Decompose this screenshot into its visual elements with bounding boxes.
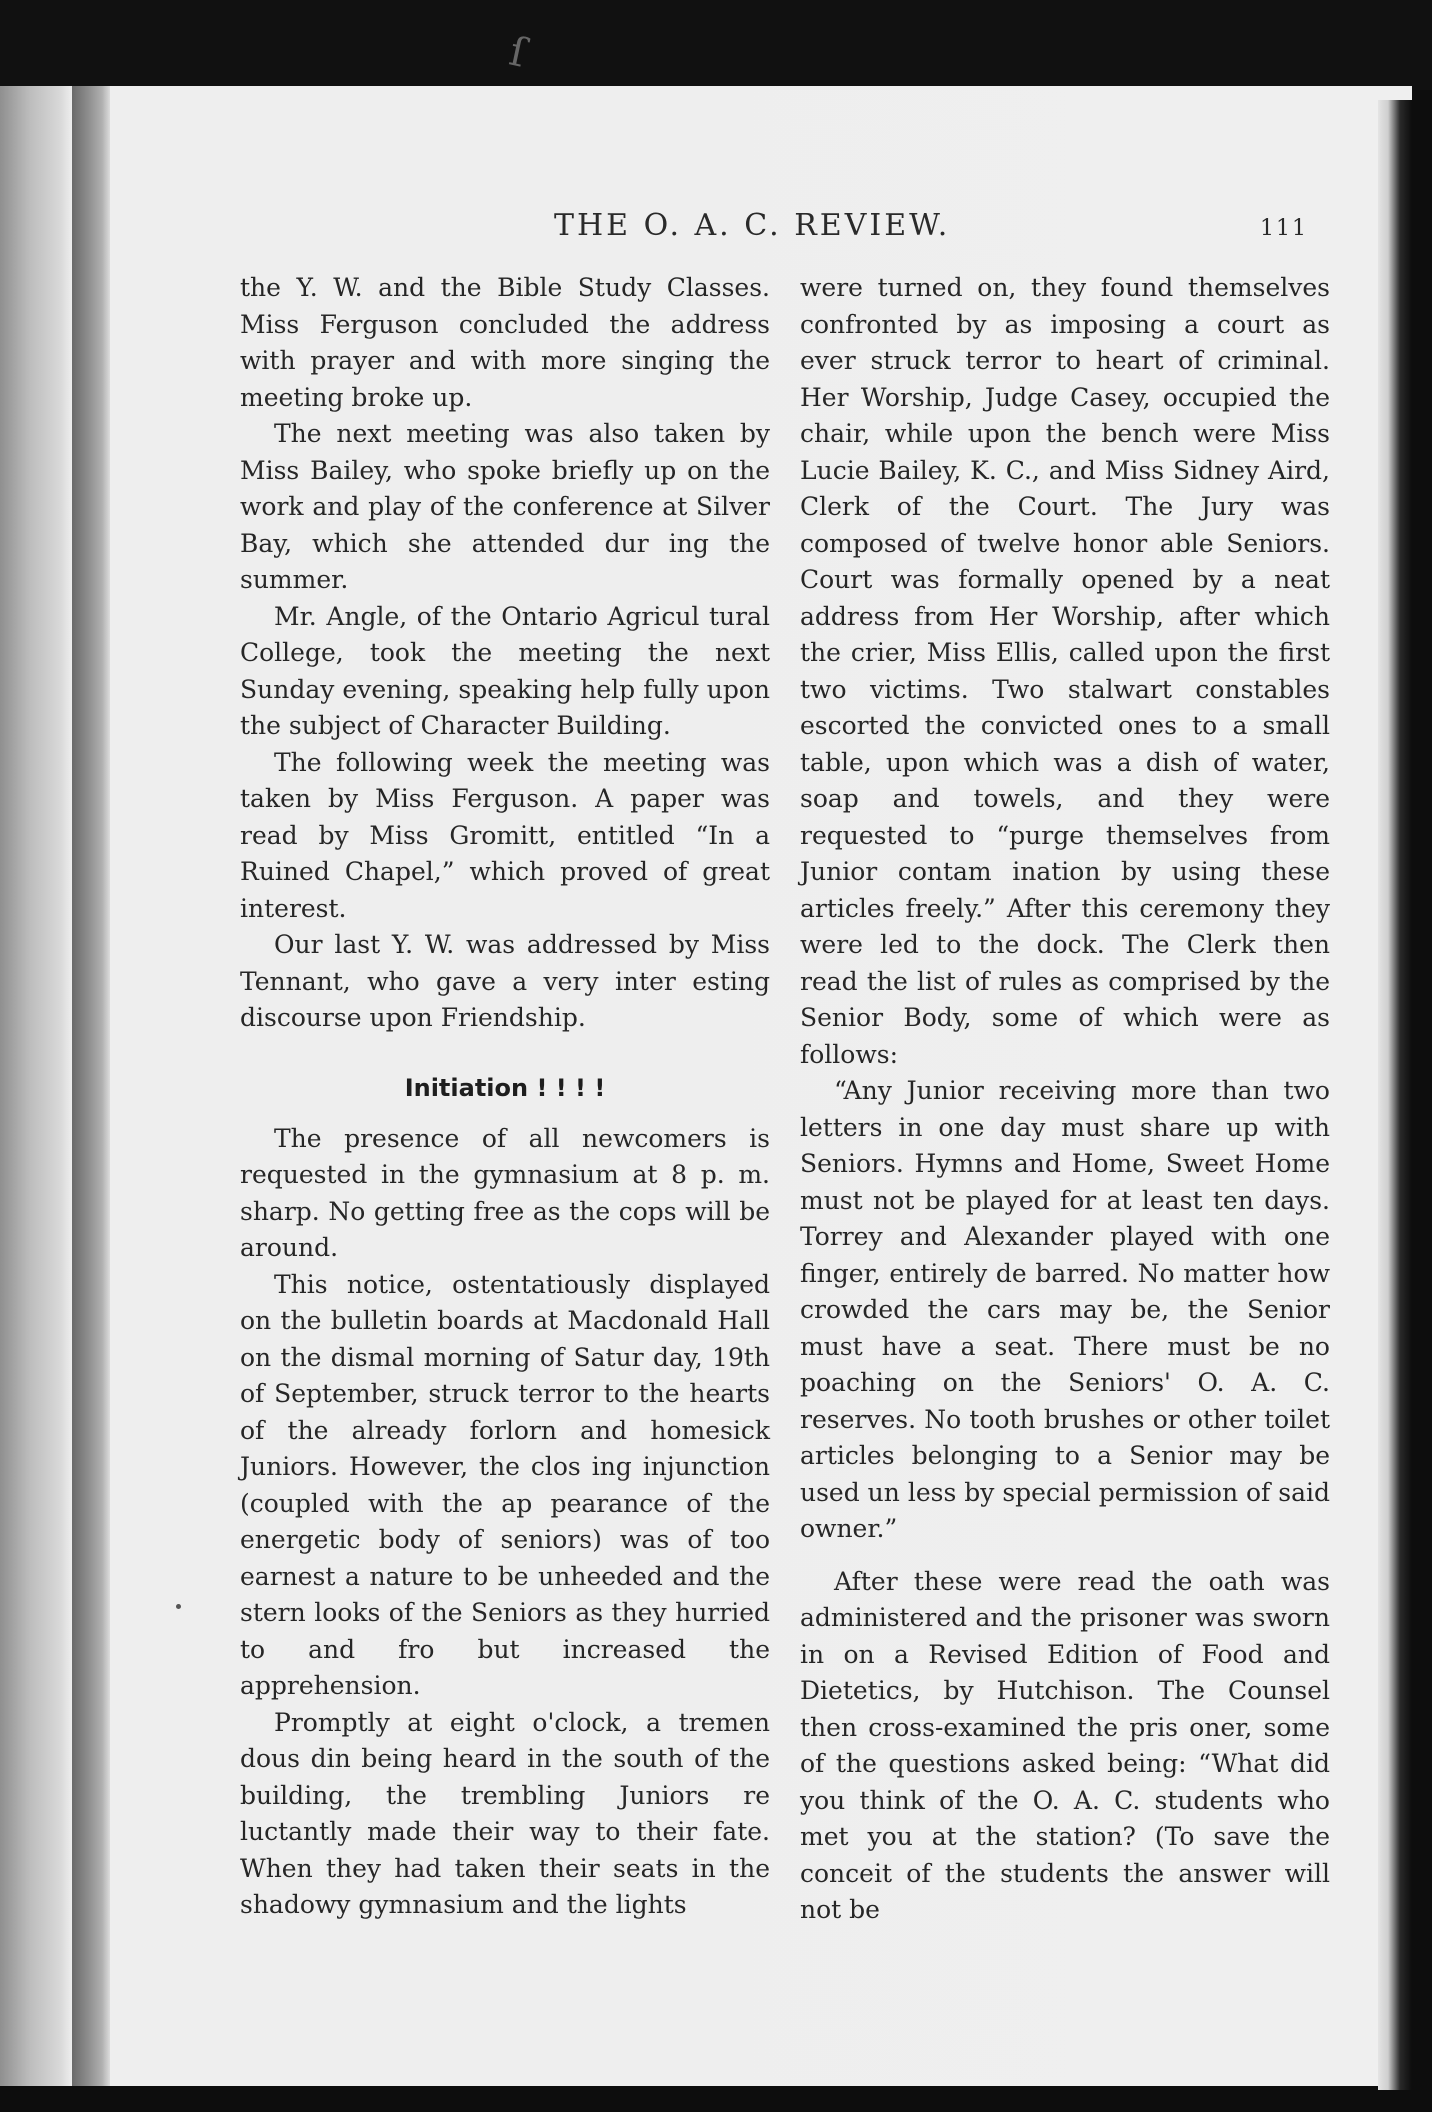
paragraph: The presence of all newcomers is requested in the gymnasium at 8 p. m. sharp. No getting free as the cops will be around. (240, 1123, 770, 1262)
paragraph: After these were read the oath was administered and the prisoner was sworn in on a Revised Edition of Food and Dietetics, by Hutchison. The Counsel then cross-examined the pris oner, some of the questions asked being: “What did you think of the O. A. C. students who met you at the station? (To save the conceit of the students the answer will not be (800, 1566, 1330, 1924)
page-right-edge (1378, 100, 1412, 2090)
paragraph: the Y. W. and the Bible Study Classes. Miss Ferguson concluded the address with prayer and with more singing the meeting broke up. (240, 273, 770, 412)
paragraph: Our last Y. W. was addressed by Miss Tennant, who gave a very inter esting discourse upon Friendship. (240, 930, 770, 1032)
page-header (240, 204, 1320, 252)
ink-speck (176, 1604, 181, 1609)
left-column (240, 270, 770, 1924)
paragraph: “Any Junior receiving more than two letters in one day must share up with Seniors. Hymns and Home, Sweet Home must not be played for at least ten days. Torrey and Alexander played with one finger, entirely de barred. No matter how crowded the cars may be, the Senior must have a seat. There must be no poaching on the Seniors' O. A. C. reserves. No tooth brushes or other toilet articles belonging to a Senior may be used un less by special permission of said owner.” (800, 1076, 1330, 1543)
paragraph: Promptly at eight o'clock, a tremen dous din being heard in the south of the building, the trembling Juniors re luctantly made their way to their fate. When they had taken their seats in the shadowy gymnasium and the lights (240, 1707, 770, 1919)
stray-ink-mark: ſ (505, 28, 530, 77)
page-number: 111 (1260, 216, 1308, 241)
scan-background-top (0, 0, 1432, 90)
section-heading: Initiation ! ! ! ! (404, 1073, 606, 1102)
paragraph: This notice, ostentatiously displayed on the bulletin boards at Macdonald Hall on the dismal morning of Satur day, 19th of September, struck terror to the hearts of the already forlorn and homesick Juniors. However, the clos ing injunction (coupled with the ap pearance of the energetic body of seniors) was of too earnest a nature to be unheeded and the stern looks of the Seniors as they hurried to and fro but increased the apprehension. (240, 1269, 770, 1700)
right-column (800, 270, 1330, 1929)
paragraph: The following week the meeting was taken by Miss Ferguson. A paper was read by Miss Gromitt, entitled “In a Ruined Chapel,” which proved of great interest. (240, 747, 770, 923)
page-left-shadow (0, 86, 72, 2086)
book-binding-gutter (72, 86, 110, 2086)
paragraph: Mr. Angle, of the Ontario Agricul tural College, took the meeting the next Sunday evening, speaking help fully upon the subject of Character Building. (240, 601, 770, 740)
running-title: THE O. A. C. REVIEW. (554, 208, 951, 243)
paragraph: were turned on, they found themselves confronted by as imposing a court as ever struck terror to heart of criminal. Her Worship, Judge Casey, occupied the chair, while upon the bench were Miss Lucie Bailey, K. C., and Miss Sidney Aird, Clerk of the Court. The Jury was composed of twelve honor able Seniors. Court was formally opened by a neat address from Her Worship, after which the crier, Miss Ellis, called upon the first two victims. Two stalwart constables escorted the convicted ones to a small table, upon which was a dish of water, soap and towels, and they were requested to “purge themselves from Junior contam ination by using these articles freely.” After this ceremony they were led to the dock. The Clerk then read the list of rules as comprised by the Senior Body, some of which were as follows: (800, 273, 1330, 1069)
paragraph: The next meeting was also taken by Miss Bailey, who spoke briefly up on the work and play of the conference at Silver Bay, which she attended dur ing the summer. (240, 419, 770, 594)
